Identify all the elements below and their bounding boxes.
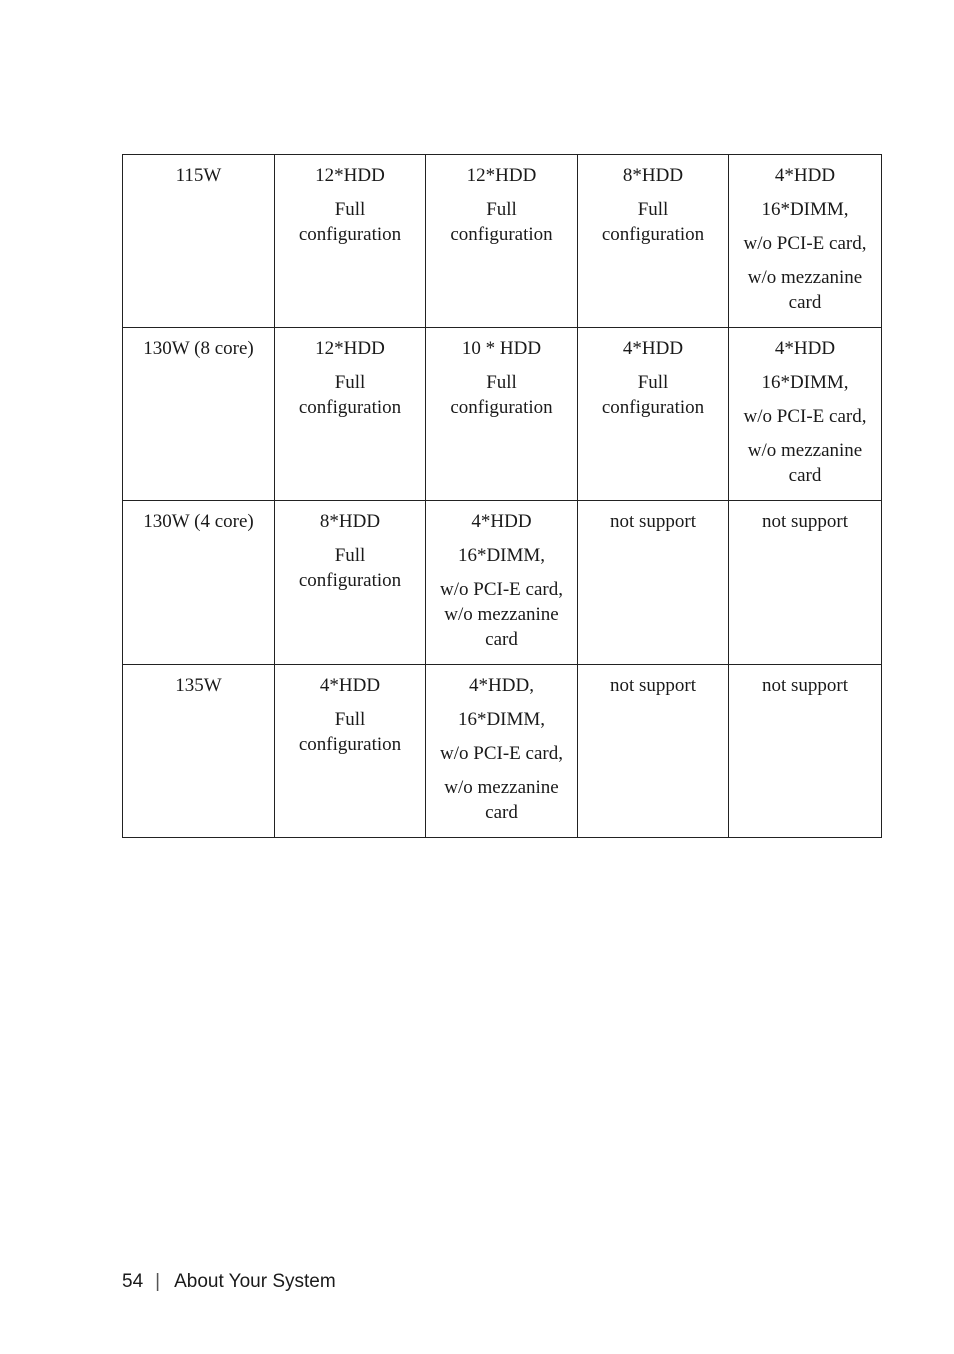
config-cell: 4*HDD 16*DIMM, w/o PCI-E card, w/o mezzanine card bbox=[729, 328, 882, 501]
page-footer bbox=[122, 1271, 336, 1293]
config-cell: 4*HDD Full configuration bbox=[578, 328, 729, 501]
power-cell: 135W bbox=[123, 665, 275, 838]
power-cell: 130W (8 core) bbox=[123, 328, 275, 501]
config-cell: 8*HDD Full configuration bbox=[275, 501, 426, 665]
config-cell: 8*HDD Full configuration bbox=[578, 155, 729, 328]
config-cell: not support bbox=[578, 665, 729, 838]
config-cell: 12*HDD Full configuration bbox=[275, 155, 426, 328]
config-cell: not support bbox=[578, 501, 729, 665]
thermal-restriction-table bbox=[122, 154, 882, 838]
table-row bbox=[123, 501, 882, 665]
table-row bbox=[123, 328, 882, 501]
config-cell: 4*HDD Full configuration bbox=[275, 665, 426, 838]
table-row bbox=[123, 665, 882, 838]
footer-separator: | bbox=[155, 1271, 161, 1292]
config-cell: not support bbox=[729, 665, 882, 838]
config-cell: 4*HDD, 16*DIMM, w/o PCI-E card, w/o mezzanine card bbox=[426, 665, 578, 838]
config-cell: not support bbox=[729, 501, 882, 665]
power-cell: 130W (4 core) bbox=[123, 501, 275, 665]
config-cell: 4*HDD 16*DIMM, w/o PCI-E card, w/o mezzanine card bbox=[426, 501, 578, 665]
config-cell: 12*HDD Full configuration bbox=[426, 155, 578, 328]
power-cell: 115W bbox=[123, 155, 275, 328]
config-cell: 12*HDD Full configuration bbox=[275, 328, 426, 501]
config-cell: 4*HDD 16*DIMM, w/o PCI-E card, w/o mezzanine card bbox=[729, 155, 882, 328]
section-title: About Your System bbox=[174, 1271, 336, 1292]
page-number: 54 bbox=[122, 1271, 144, 1292]
table-row bbox=[123, 155, 882, 328]
config-cell: 10 * HDD Full configuration bbox=[426, 328, 578, 501]
